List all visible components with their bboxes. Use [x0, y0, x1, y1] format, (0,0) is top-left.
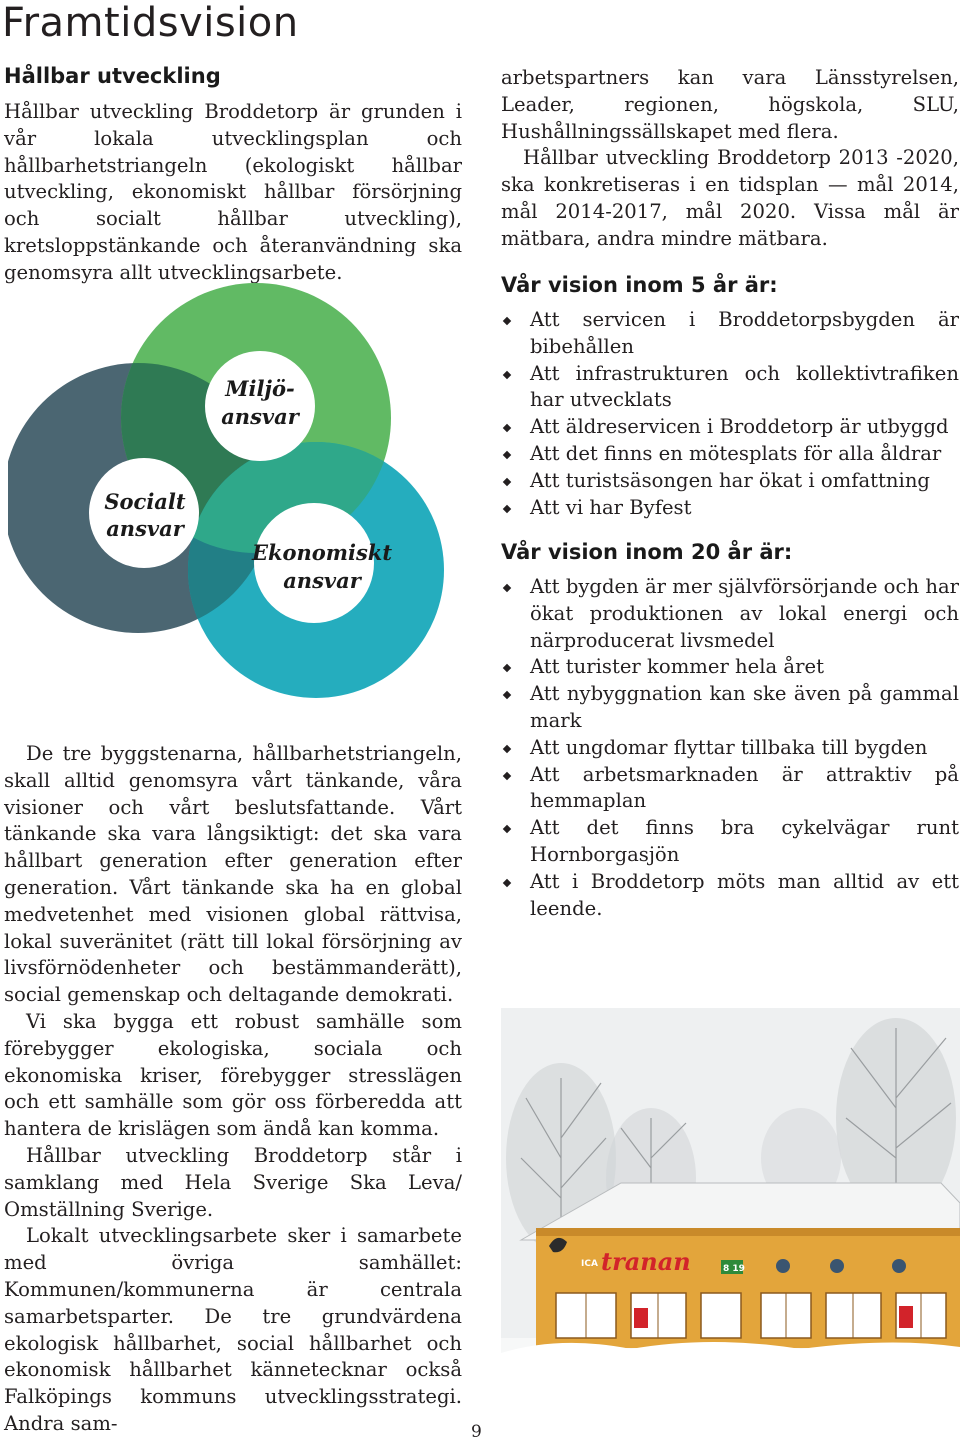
- vision-5-heading: Vår vision inom 5 år är:: [501, 273, 778, 297]
- list-item: Att infrastrukturen och kollektivtrafiken har utvecklats: [501, 361, 959, 415]
- store-sign-name: tranan: [601, 1247, 691, 1276]
- paragraph-lokalt-arbete: Lokalt utvecklingsarbete sker i samarbete med övriga samhället: Kommunen/kommunerna är centrala samarbetsparter. De tre grundvärdena ekologisk hållbarhet, social hållbarhet och ekonomisk hållbarhet kännetecknar också Falköpings kommuns utvecklingsstrategi. Andra sam-: [4, 1224, 462, 1435]
- page-number: 9: [471, 1422, 482, 1442]
- list-item: Att äldreservicen i Broddetorp är utbyggd: [501, 414, 959, 441]
- paragraph-arbetspartners: arbetspartners kan vara Länsstyrelsen, Leader, regionen, högskola, SLU, Hushållningssällskapet med flera.: [501, 66, 959, 143]
- list-item: Att nybyggnation kan ske även på gammal mark: [501, 681, 959, 735]
- snow-mounds: [501, 1342, 960, 1378]
- store-photo: [501, 1008, 960, 1378]
- section-heading-hallbar: Hållbar utveckling: [4, 64, 221, 88]
- list-item: Att det finns bra cykelvägar runt Hornborgasjön: [501, 815, 959, 869]
- list-item: Att turister kommer hela året: [501, 654, 959, 681]
- venn-label-miljo-2: ansvar: [221, 404, 299, 429]
- right-intro-text: [501, 65, 959, 253]
- list-item: Att bygden är mer självförsörjande och har ökat produktionen av lokal energi och närproducerat livsmedel: [501, 574, 959, 654]
- venn-label-ekonomiskt-1: Ekonomiskt: [251, 540, 393, 565]
- left-body-text: [4, 741, 462, 1438]
- list-item: Att vi har Byfest: [501, 495, 959, 522]
- list-item: Att arbetsmarknaden är attraktiv på hemmaplan: [501, 762, 959, 816]
- list-item: Att turistsäsongen har ökat i omfattning: [501, 468, 959, 495]
- list-item: Att i Broddetorp möts man alltid av ett leende.: [501, 869, 959, 923]
- paragraph-tidsplan: Hållbar utveckling Broddetorp 2013 -2020, ska konkretiseras i en tidsplan — mål 2014, mål 2014-2017, mål 2020. Vissa mål är mätbara, andra mindre mätbara.: [501, 146, 959, 250]
- list-item: Att det finns en mötesplats för alla åldrar: [501, 441, 959, 468]
- venn-label-socialt-1: Socialt: [104, 489, 186, 514]
- paragraph-byggstenarna: De tre byggstenarna, hållbarhetstriangeln, skall alltid genomsyra vårt tänkande, våra visioner och vårt beslutsfattande. Vårt tänkande ska vara långsiktigt: det ska vara hållbart generation efter generation efter generation. Vårt tänkande ska ha en global medvetenhet med visionen global rättvisa, lokal suveränitet (rätt till lokal försörjning av livsförnödenheter och bestämmanderätt), social gemenskap och deltagande demokrati.: [4, 742, 462, 1007]
- vision-20-heading: Vår vision inom 20 år är:: [501, 540, 793, 564]
- intro-paragraph: Hållbar utveckling Broddetorp är grunden i vår lokala utvecklingsplan och hållbarhetstriangeln (ekologiskt hållbar utveckling, ekonomiskt hållbar försörjning och socialt hållbar utveckling), kretsloppstänkande och återanvändning ska genomsyra allt utvecklingsarbete.: [4, 100, 462, 284]
- paragraph-samklang: Hållbar utveckling Broddetorp står i samklang med Hela Sverige Ska Leva/ Omställning Sverige.: [4, 1143, 462, 1221]
- vision-20-list: [501, 574, 959, 922]
- venn-label-ekonomiskt-2: ansvar: [283, 568, 361, 593]
- page-title: Framtidsvision: [2, 0, 299, 46]
- venn-label-socialt-2: ansvar: [106, 516, 184, 541]
- hours-sign-text: 8 19: [723, 1264, 745, 1274]
- store-sign-ica: ICA: [581, 1259, 598, 1269]
- sustainability-venn-diagram: [8, 278, 458, 698]
- paragraph-robust-samhalle: Vi ska bygga ett robust samhälle som förebygger ekologiska, sociala och ekonomiska kriser, förebygger stresslägen och ett samhälle som gör oss förberedda att hantera de krislägen som ändå kan komma.: [4, 1009, 462, 1141]
- list-item: Att ungdomar flyttar tillbaka till bygden: [501, 735, 959, 762]
- list-item: Att servicen i Broddetorpsbygden är bibehållen: [501, 307, 959, 361]
- vision-5-list: [501, 307, 959, 521]
- venn-label-miljo-1: Miljö-: [225, 376, 295, 401]
